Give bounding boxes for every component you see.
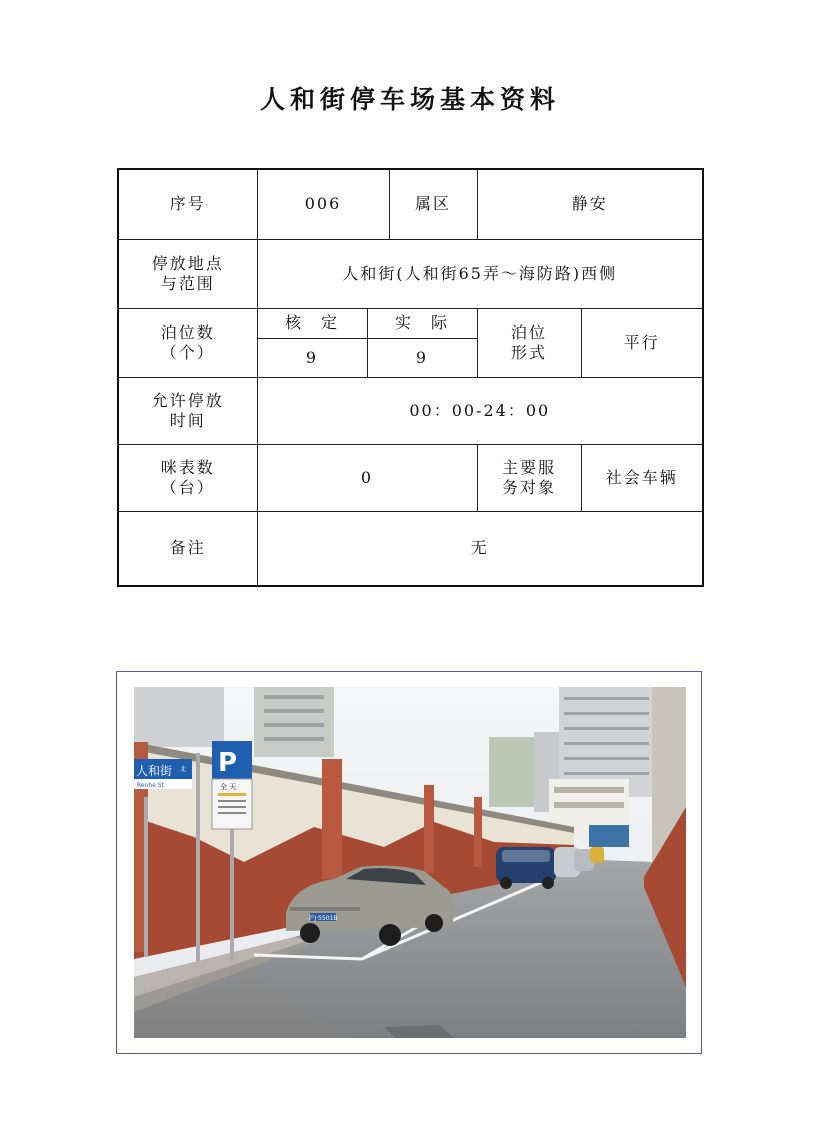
- table-row: [118, 444, 703, 511]
- berths-label-line2: （个）: [160, 342, 215, 362]
- hours-label-line1: 允许停放: [151, 390, 224, 410]
- serial-value: 006: [257, 169, 389, 239]
- parking-sign: [212, 741, 252, 829]
- service-label-line2: 务对象: [502, 477, 557, 497]
- photo-frame: [116, 671, 702, 1054]
- service-label: [477, 444, 581, 511]
- parking-info-table: [117, 168, 704, 587]
- approved-value: 9: [257, 338, 367, 377]
- berth-form-value: 平行: [581, 308, 703, 377]
- service-value: 社会车辆: [581, 444, 703, 511]
- license-plate-text: 沪J·5501B: [308, 915, 338, 922]
- street-scene-illustration: [134, 687, 686, 1038]
- meters-label-line2: （台）: [160, 477, 215, 497]
- location-label-line1: 停放地点: [151, 253, 224, 273]
- page-title: 人和街停车场基本资料: [259, 85, 560, 114]
- parking-sign-letter: P: [218, 748, 238, 778]
- street-sign-name: 人和街: [136, 764, 173, 778]
- berth-form-label-line2: 形式: [511, 342, 548, 362]
- street-name-sign: [134, 759, 192, 789]
- location-value: 人和街(人和街65弄～海防路)西侧: [257, 239, 703, 308]
- serial-label: 序号: [118, 169, 257, 239]
- district-value: 静安: [477, 169, 703, 239]
- district-label: 属区: [389, 169, 477, 239]
- berth-form-label-line1: 泊位: [511, 322, 548, 342]
- location-label: [118, 239, 257, 308]
- remarks-label: 备注: [118, 511, 257, 586]
- meters-label-line1: 咪表数: [160, 457, 215, 477]
- meters-value: 0: [257, 444, 477, 511]
- table-row: [118, 377, 703, 444]
- hours-label-line2: 时间: [169, 410, 206, 430]
- street-sign-direction: 北: [180, 766, 187, 773]
- hours-label: [118, 377, 257, 444]
- berths-label-line1: 泊位数: [160, 322, 215, 342]
- table-row: [118, 239, 703, 308]
- parking-sign-hours: 全 天: [220, 783, 237, 791]
- actual-value: 9: [367, 338, 477, 377]
- berth-form-label: [477, 308, 581, 377]
- table-row: [118, 308, 703, 338]
- street-sign-pinyin: Renhe St: [137, 782, 164, 789]
- table-row: [118, 511, 703, 586]
- approved-label: 核 定: [257, 308, 367, 338]
- meters-label: [118, 444, 257, 511]
- location-label-line2: 与范围: [160, 273, 215, 293]
- actual-label: 实 际: [367, 308, 477, 338]
- remarks-value: 无: [257, 511, 703, 586]
- service-label-line1: 主要服: [502, 457, 557, 477]
- hours-value: 00：00-24：00: [257, 377, 703, 444]
- street-photo: [134, 687, 686, 1038]
- table-row: [118, 169, 703, 239]
- berths-label: [118, 308, 257, 377]
